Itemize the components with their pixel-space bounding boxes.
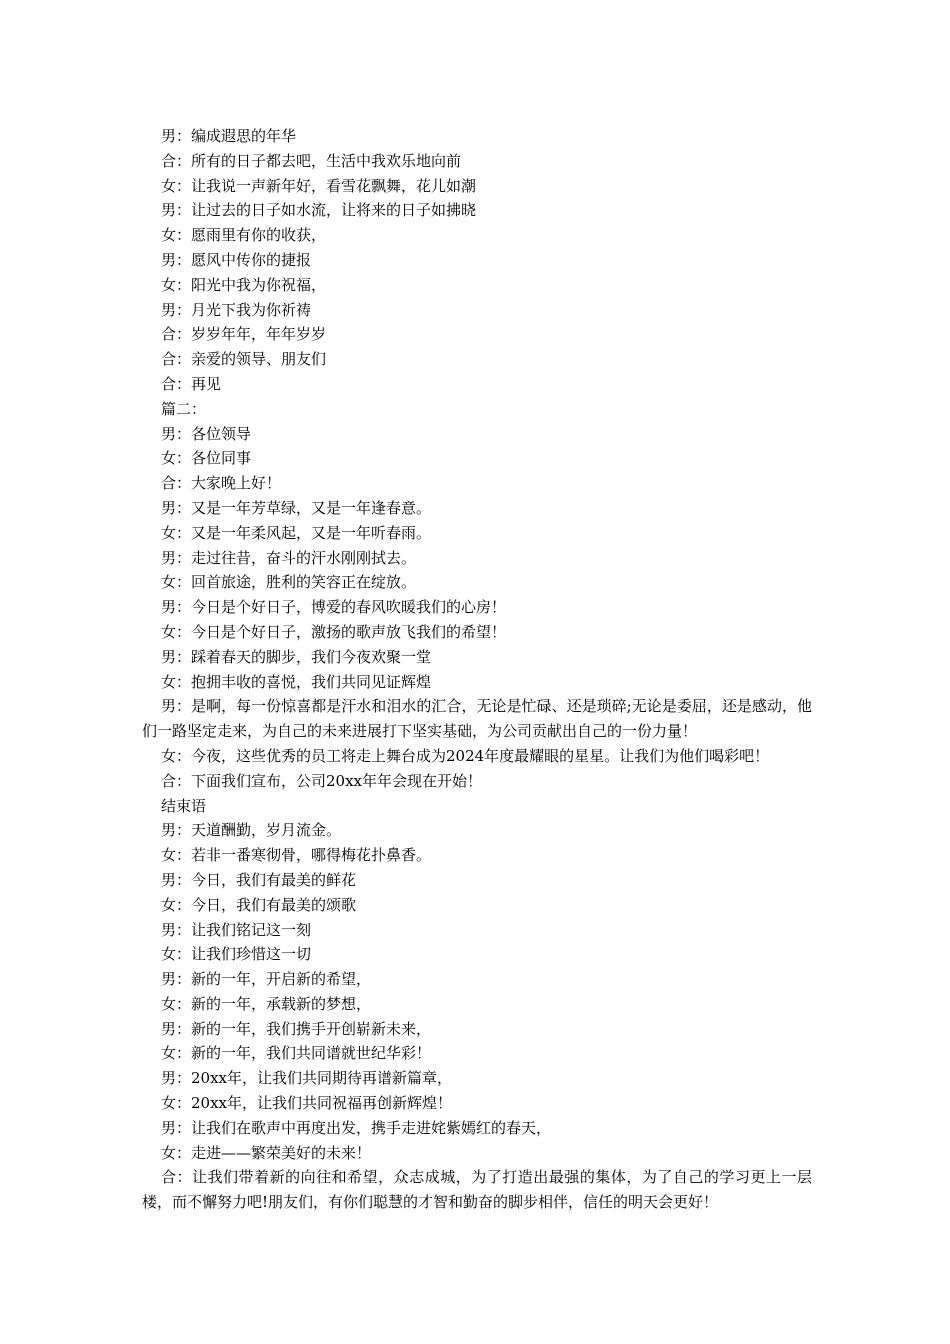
script-line: 男：让我们在歌声中再度出发，携手走进姹紫嫣红的春天， — [161, 1118, 552, 1137]
script-line: 男：编成遐思的年华 — [161, 127, 297, 145]
script-line: 男：新的一年，我们携手开创崭新未来， — [161, 1019, 432, 1038]
script-line: 男：又是一年芳草绿，又是一年逢春意。 — [161, 498, 432, 517]
script-line: 女：各位同事 — [161, 449, 252, 468]
script-line: 女：新的一年，承载新的梦想， — [161, 994, 372, 1013]
script-paragraph: 男：是啊，每一份惊喜都是汗水和泪水的汇合，无论是忙碌、还是琐碎;无论是委屈，还是感动，他们一路坚定走来，为自己的未来进展打下坚实基础，为公司贡献出自己的一份力量！ — [142, 697, 812, 741]
script-paragraph: 合：让我们带着新的向往和希望，众志成城，为了打造出最强的集体，为了自己的学习更上一层楼，而不懈努力吧!朋友们，有你们聪慧的才智和勤奋的脚步相伴，信任的明天会更好！ — [142, 1168, 812, 1212]
script-line: 女：今日，我们有最美的颂歌 — [161, 895, 357, 914]
script-line: 女：让我说一声新年好，看雪花飘舞，花儿如潮 — [161, 176, 477, 195]
script-line: 男：各位领导 — [161, 424, 252, 443]
script-line: 男：让我们铭记这一刻 — [161, 920, 312, 939]
script-line: 女：若非一番寒彻骨，哪得梅花扑鼻香。 — [161, 846, 432, 865]
script-line: 女：让我们珍惜这一切 — [161, 945, 312, 964]
script-line: 合：岁岁年年，年年岁岁 — [161, 325, 327, 344]
script-line: 男：踩着春天的脚步，我们今夜欢聚一堂 — [161, 647, 432, 666]
script-line: 女：今日是个好日子，激扬的歌声放飞我们的希望！ — [161, 622, 507, 641]
script-line: 合：亲爱的领导、朋友们 — [161, 350, 327, 369]
script-line: 女：新的一年，我们共同谱就世纪华彩！ — [161, 1044, 432, 1063]
script-line: 女：回首旅途，胜利的笑容正在绽放。 — [161, 573, 417, 592]
script-line: 合：所有的日子都去吧，生活中我欢乐地向前 — [161, 151, 462, 170]
section-heading: 篇二： — [161, 399, 207, 418]
script-line: 女：愿雨里有你的收获， — [161, 226, 327, 245]
script-line: 男：愿风中传你的捷报 — [161, 250, 312, 269]
document-body — [142, 124, 812, 1215]
script-line: 合：下面我们宣布，公司20xx年年会现在开始！ — [161, 771, 483, 790]
script-line: 女：阳光中我为你祝福， — [161, 275, 327, 294]
script-line: 男：月光下我为你祈祷 — [161, 300, 312, 319]
script-line: 男：让过去的日子如水流，让将来的日子如拂晓 — [161, 201, 477, 220]
script-line: 男：走过往昔，奋斗的汗水刚刚拭去。 — [161, 548, 417, 567]
script-line: 女：走进——繁荣美好的未来！ — [161, 1143, 372, 1162]
script-line: 女：20xx年，让我们共同祝福再创新辉煌！ — [161, 1094, 453, 1113]
script-line: 合：再见 — [161, 374, 222, 393]
script-line: 女：抱拥丰收的喜悦，我们共同见证辉煌 — [161, 672, 432, 691]
script-line: 合：大家晚上好！ — [161, 474, 282, 493]
script-line: 男：天道酬勤，岁月流金。 — [161, 821, 342, 840]
script-line: 女：又是一年柔风起，又是一年听春雨。 — [161, 523, 432, 542]
script-line: 男：20xx年，让我们共同期待再谱新篇章， — [161, 1069, 453, 1088]
script-line: 女：今夜，这些优秀的员工将走上舞台成为2024年度最耀眼的星星。让我们为他们喝彩吧！ — [161, 746, 770, 765]
section-heading: 结束语 — [161, 796, 207, 815]
script-line: 男：新的一年，开启新的希望， — [161, 970, 372, 989]
script-line: 男：今日是个好日子，博爱的春风吹暖我们的心房！ — [161, 598, 507, 617]
script-line: 男：今日，我们有最美的鲜花 — [161, 870, 357, 889]
